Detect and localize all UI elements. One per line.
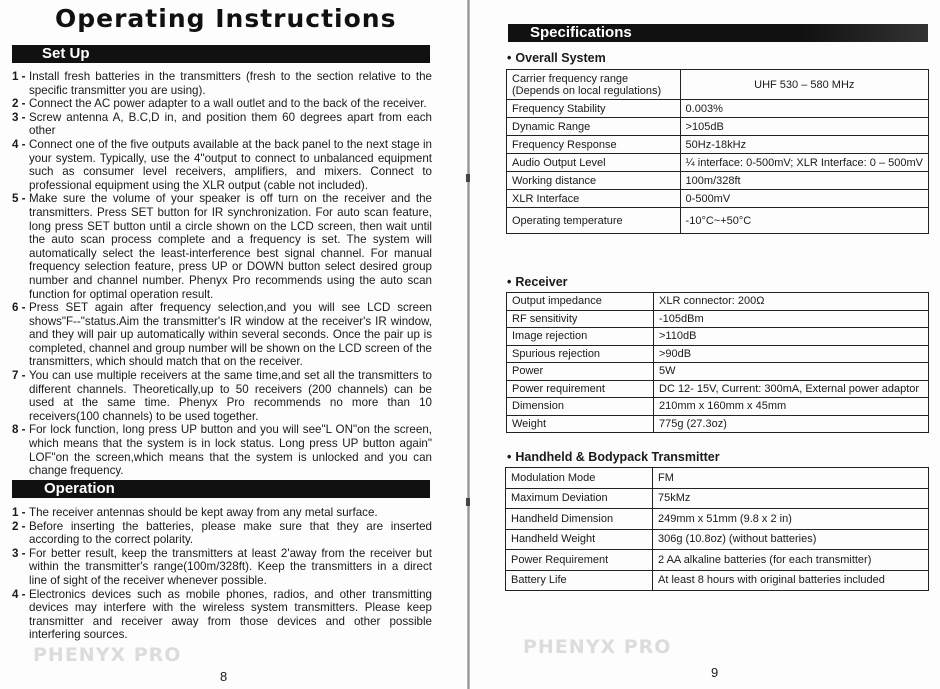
- specifications-heading: Specifications: [508, 24, 928, 42]
- section-title: Overall System: [515, 51, 606, 65]
- bullet: •: [507, 450, 512, 464]
- spec-row: [507, 415, 929, 433]
- step-number: 8 -: [12, 423, 26, 437]
- spec-label: Image rejection: [507, 328, 654, 346]
- spec-value: 306g (10.8oz) (without batteries): [653, 529, 929, 550]
- spec-label: Spurious rejection: [507, 345, 654, 363]
- section-title: Handheld & Bodypack Transmitter: [515, 450, 720, 464]
- spec-label: Power requirement: [507, 380, 654, 398]
- spec-value: 5W: [654, 363, 929, 381]
- step-text: The receiver antennas should be kept away from any metal surface.: [29, 506, 378, 519]
- spec-value: 100m/328ft: [680, 172, 928, 190]
- spec-row: [507, 208, 929, 234]
- spec-value: FM: [653, 468, 929, 489]
- step-text: Screw antenna A, B.C,D in, and position them 60 degrees apart from each other: [29, 110, 432, 138]
- spec-label: Operating temperature: [507, 208, 681, 234]
- spec-label: Output impedance: [507, 293, 654, 311]
- setup-steps-list: [12, 70, 432, 478]
- spec-row: [506, 488, 929, 509]
- spec-label: Power Requirement: [506, 550, 653, 571]
- spec-row: [507, 328, 929, 346]
- handheld-transmitter-table: [505, 467, 929, 591]
- spec-value: >110dB: [654, 328, 929, 346]
- spec-row: [507, 363, 929, 381]
- left-page: [0, 0, 468, 689]
- step-number: 3 -: [12, 546, 26, 560]
- overall-system-heading: [507, 51, 606, 65]
- step-number: 6 -: [12, 301, 26, 315]
- overall-system-table: [506, 69, 929, 234]
- spec-row: [506, 509, 929, 530]
- step-number: 4 -: [12, 137, 26, 151]
- instruction-step: [12, 70, 432, 97]
- step-number: 2 -: [12, 97, 26, 111]
- spec-value: -10°C~+50°C: [680, 208, 928, 234]
- spec-row: [507, 154, 929, 172]
- brand-watermark: PHENYX PRO: [33, 644, 182, 666]
- instruction-step: [12, 588, 432, 642]
- step-number: 7 -: [12, 369, 26, 383]
- spec-label: Frequency Stability: [507, 100, 681, 118]
- step-text: Make sure the volume of your speaker is off turn on the receiver and the transmitters. Press SET button for IR synchronization. For auto scan feature, long press SET button until a circle shown on the LCD screen, then wait until the auto scan process complete and a frequency is set. The system will automatically select the least-interference best signal channel. For manual frequency selection feature, press UP or DOWN button select desired group number and channel number. Phenyx Pro recommends using the auto scan function for optimal operation result.: [29, 192, 432, 301]
- spec-value: >90dB: [654, 345, 929, 363]
- instruction-step: [12, 423, 432, 477]
- spec-value: 75kMz: [653, 488, 929, 509]
- spec-label: Battery Life: [506, 570, 653, 591]
- spec-row: [507, 190, 929, 208]
- spec-value: 50Hz-18kHz: [680, 136, 928, 154]
- spec-label: Modulation Mode: [506, 468, 653, 489]
- spec-row: [506, 529, 929, 550]
- spec-row: [506, 550, 929, 571]
- spec-value: 0.003%: [680, 100, 928, 118]
- handheld-transmitter-heading: [507, 450, 720, 464]
- instruction-step: [12, 547, 432, 588]
- instruction-step: [12, 138, 432, 192]
- step-text: Before inserting the batteries, please make sure that they are inserted according to the correct polarity.: [29, 519, 432, 547]
- step-text: Install fresh batteries in the transmitters (fresh to the section relative to the specific transmitter you are using).: [29, 70, 432, 97]
- page-title: Operating Instructions: [55, 4, 397, 33]
- spec-value: 2 AA alkaline batteries (for each transmitter): [653, 550, 929, 571]
- section-title: Receiver: [515, 275, 568, 289]
- spec-row: [507, 172, 929, 190]
- spec-label: Weight: [507, 415, 654, 433]
- step-number: 1 -: [12, 506, 26, 519]
- receiver-table: [506, 292, 929, 433]
- spec-label: Dimension: [507, 398, 654, 416]
- spec-row: [507, 345, 929, 363]
- bullet: •: [507, 51, 512, 65]
- step-text: Connect one of the five outputs available at the back panel to the next stage in your system. Typically, use the 4"output to connect to unbalanced equipment such as consumer level receivers, amplifiers, and mixers. Connect to professional equipment using the XLR output (cable not included).: [29, 137, 432, 192]
- spec-label: Power: [507, 363, 654, 381]
- spec-row: [507, 100, 929, 118]
- spec-value: DC 12- 15V, Current: 300mA, External power adaptor: [654, 380, 929, 398]
- spec-value: 210mm x 160mm x 45mm: [654, 398, 929, 416]
- spec-row: [507, 70, 929, 100]
- spec-value: XLR connector: 200Ω: [654, 293, 929, 311]
- spec-label: RF sensitivity: [507, 310, 654, 328]
- step-number: 4 -: [12, 587, 26, 601]
- operation-steps-list: [12, 506, 432, 642]
- spec-label: Handheld Weight: [506, 529, 653, 550]
- bullet: •: [507, 275, 512, 289]
- page-number: 9: [711, 665, 719, 680]
- spec-label: XLR Interface: [507, 190, 681, 208]
- spec-value: ¼ interface: 0-500mV; XLR Interface: 0 – 500mV: [680, 154, 928, 172]
- instruction-step: [12, 520, 432, 547]
- page-number: 8: [220, 669, 228, 684]
- spec-value: At least 8 hours with original batteries included: [653, 570, 929, 591]
- spec-value: 775g (27.3oz): [654, 415, 929, 433]
- setup-heading: Set Up: [12, 45, 430, 63]
- spec-row: [507, 118, 929, 136]
- step-number: 2 -: [12, 519, 26, 533]
- spec-value: -105dBm: [654, 310, 929, 328]
- step-text: For better result, keep the transmitters at least 2'away from the receiver but within the transmitter's range(100m/328ft). Keep the transmitters in a direct line of sight of the receiver whenever possible.: [29, 546, 432, 587]
- step-text: Connect the AC power adapter to a wall outlet and to the back of the receiver.: [29, 97, 427, 111]
- spec-row: [507, 380, 929, 398]
- spec-row: [507, 398, 929, 416]
- instruction-step: [12, 369, 432, 423]
- spec-label: Handheld Dimension: [506, 509, 653, 530]
- spec-value: UHF 530 – 580 MHz: [680, 70, 928, 100]
- step-number: 3 -: [12, 110, 26, 124]
- spec-label: Frequency Response: [507, 136, 681, 154]
- instruction-step: [12, 301, 432, 369]
- step-text: For lock function, long press UP button and you will see"L ON"on the screen, which means that the system is in lock status. Long press UP button again" LOF"on the screen,which means that the system is unlocked and you can change frequency.: [29, 423, 432, 478]
- step-text: Press SET again after frequency selection,and you will see LCD screen shows"F--"status.Aim the transmitter's IR window at the receiver's IR window, and they will pair up automatically within several seconds. Once the pair up is completed, channel and group number will be shown on the LCD screen of the transmitters, which should match that on the receiver.: [29, 301, 432, 369]
- instruction-step: [12, 506, 432, 520]
- spec-value: 0-500mV: [680, 190, 928, 208]
- spec-label: Dynamic Range: [507, 118, 681, 136]
- instruction-step: [12, 192, 432, 301]
- step-number: 1 -: [12, 70, 26, 83]
- spec-row: [507, 310, 929, 328]
- spec-value: >105dB: [680, 118, 928, 136]
- spec-value: 249mm x 51mm (9.8 x 2 in): [653, 509, 929, 530]
- operation-heading: Operation: [12, 480, 430, 498]
- spec-row: [506, 468, 929, 489]
- brand-watermark: PHENYX PRO: [523, 636, 672, 658]
- instruction-step: [12, 111, 432, 138]
- spec-row: [507, 136, 929, 154]
- step-text: You can use multiple receivers at the same time,and set all the transmitters to different channels. Theoretically,up to 50 receivers (200 channels) can be used at the same time. Phenyx Pro recommends no more than 10 receivers(100 channels) to be used together.: [29, 369, 432, 423]
- step-number: 5 -: [12, 192, 26, 206]
- step-text: Electronics devices such as mobile phones, radios, and other transmitting devices may interfere with the wireless system transmitters. Please keep transmitter and receiver away from those devices and other possible interfering sources.: [29, 587, 432, 642]
- spec-row: [507, 293, 929, 311]
- instruction-step: [12, 97, 432, 111]
- spec-label: Audio Output Level: [507, 154, 681, 172]
- spec-row: [506, 570, 929, 591]
- spec-label: Working distance: [507, 172, 681, 190]
- spec-label: Carrier frequency range (Depends on local regulations): [507, 70, 681, 100]
- spec-label: Maximum Deviation: [506, 488, 653, 509]
- receiver-heading: [507, 275, 568, 289]
